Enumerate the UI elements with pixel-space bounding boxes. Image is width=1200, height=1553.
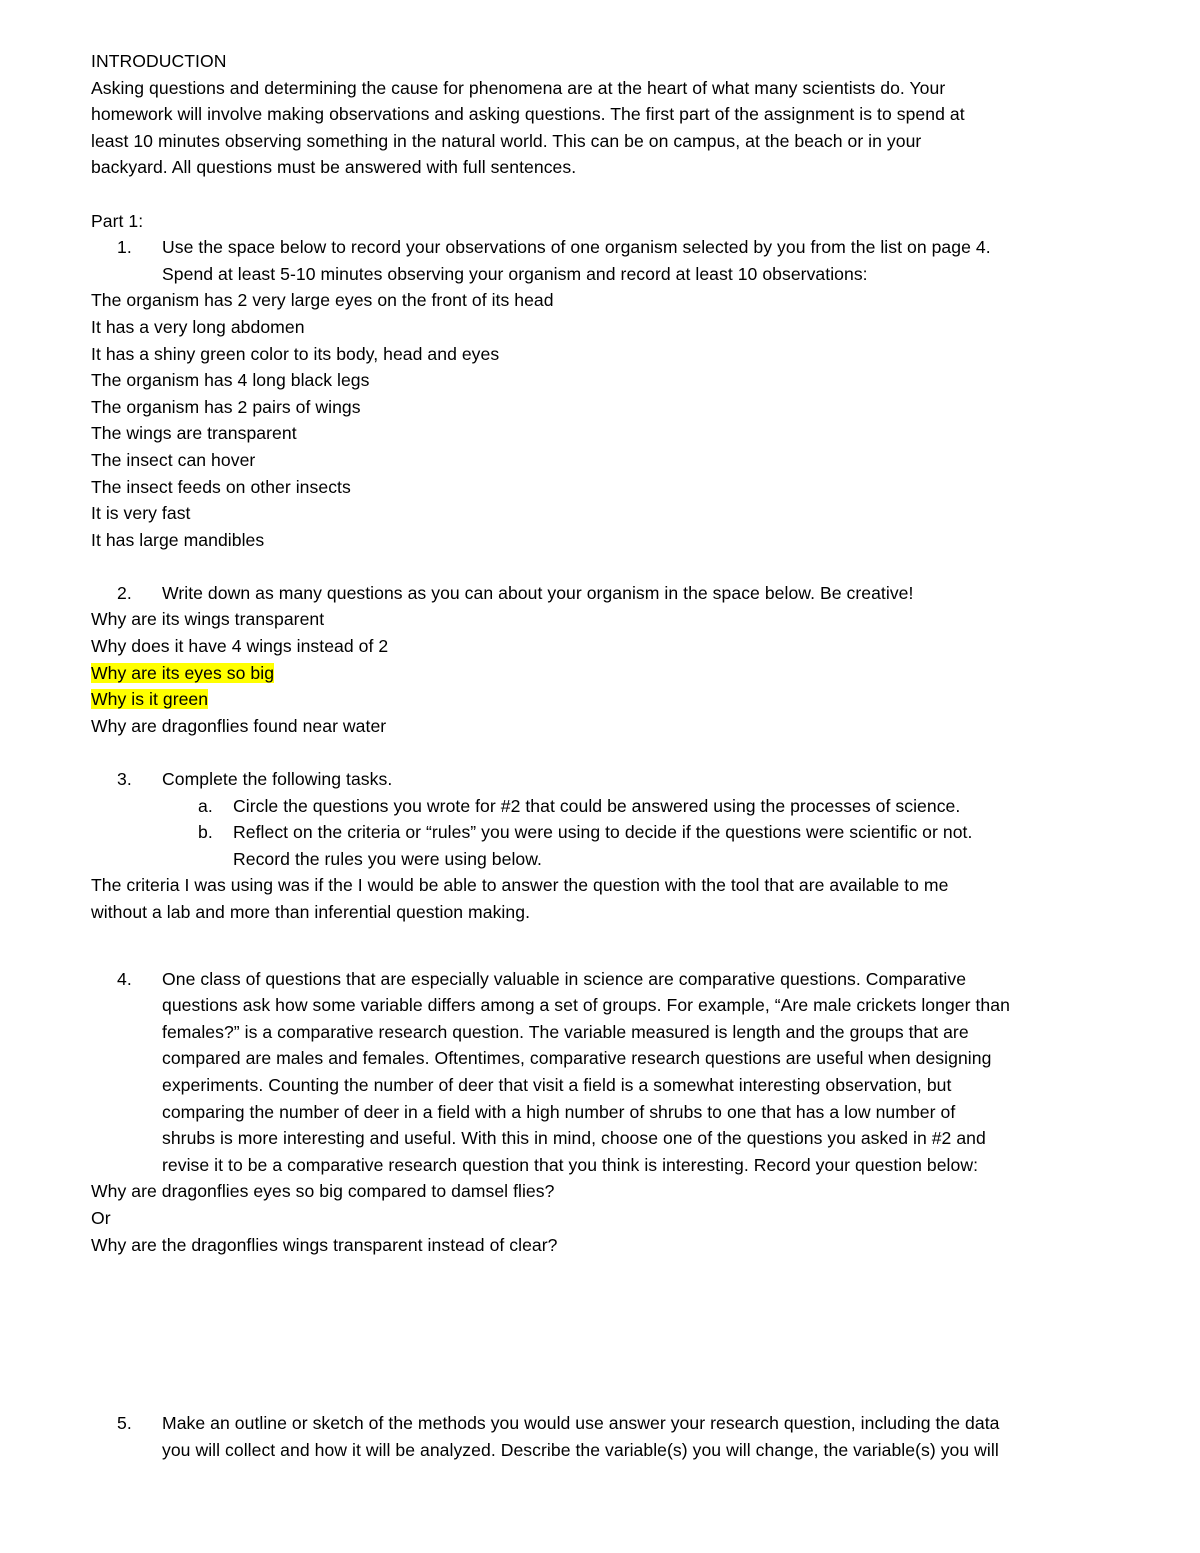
answer-line: Why are dragonflies found near water [91,715,387,736]
question-text: One class of questions that are especially valuable in science are comparative questions. Comparative [162,968,967,989]
answer-line: The wings are transparent [91,423,297,444]
part1-heading: Part 1: [91,210,144,231]
answer-line: Why are its wings transparent [91,609,325,630]
answer-line: The insect feeds on other insects [91,476,351,497]
intro-heading: INTRODUCTION [91,51,227,71]
subtask-marker: b. [198,822,213,843]
question-number: 3. [117,769,132,790]
answer-line: without a lab and more than inferential question making. [91,902,531,922]
answer-line: It has a shiny green color to its body, head and eyes [91,343,500,364]
question-1 [91,234,1121,287]
question-2 [91,580,1121,607]
intro-line: backyard. All questions must be answered with full sentences. [91,157,577,178]
question-5 [91,1410,1121,1463]
document-page [91,48,1121,1463]
subtask-text: Circle the questions you wrote for #2 that could be answered using the processes of science. [233,795,961,816]
question-number: 5. [117,1413,132,1434]
intro-line: homework will involve making observations and asking questions. The first part of the assignment is to spend at [91,104,965,125]
subtask-text: Record the rules you were using below. [233,848,542,869]
answer-line: Why are the dragonflies wings transparent instead of clear? [91,1234,558,1255]
answer-line: Or [91,1207,111,1228]
question-3-answers [91,872,1121,925]
question-text: experiments. Counting the number of deer that visit a field is a somewhat interesting observation, but [162,1074,952,1095]
question-3 [91,766,1121,872]
question-text: Make an outline or sketch of the methods you would use answer your research question, including the data [162,1413,1000,1434]
answer-line: It has a very long abdomen [91,316,305,337]
highlighted-answer: Why is it green [91,689,209,710]
question-text: Spend at least 5-10 minutes observing your organism and record at least 10 observations: [162,263,868,284]
question-text: you will collect and how it will be analyzed. Describe the variable(s) you will change, the variable(s) you will [162,1439,999,1460]
highlighted-answer: Why are its eyes so big [91,662,275,683]
question-number: 4. [117,968,132,989]
answer-line: It is very fast [91,503,191,524]
question-text: Complete the following tasks. [162,769,393,790]
question-text: Write down as many questions as you can about your organism in the space below. Be creative! [162,582,914,603]
answer-line: It has large mandibles [91,529,265,550]
question-text: shrubs is more interesting and useful. With this in mind, choose one of the questions you asked in #2 and [162,1128,986,1149]
answer-line: The organism has 2 pairs of wings [91,396,361,417]
answer-line: Why are dragonflies eyes so big compared to damsel flies? [91,1181,555,1202]
answer-line: The insect can hover [91,449,256,470]
question-text: compared are males and females. Oftentimes, comparative research questions are useful when designing [162,1048,992,1069]
answer-line: The organism has 2 very large eyes on the front of its head [91,290,554,311]
question-text: revise it to be a comparative research question that you think is interesting. Record your question below: [162,1154,979,1175]
question-number: 2. [117,582,132,603]
question-text: Use the space below to record your observations of one organism selected by you from the list on page 4. [162,237,991,258]
question-4-answers [91,1178,1121,1258]
question-1-answers [91,287,1121,553]
answer-line: The organism has 4 long black legs [91,370,370,391]
answer-line: The criteria I was using was if the I would be able to answer the question with the tool that are available to me [91,875,949,896]
question-4 [91,966,1121,1179]
question-number: 1. [117,237,132,258]
intro-line: least 10 minutes observing something in the natural world. This can be on campus, at the beach or in your [91,130,922,151]
question-text: females?” is a comparative research question. The variable measured is length and the groups that are [162,1021,969,1042]
subtask-marker: a. [198,795,213,816]
question-2-answers [91,606,1121,739]
subtask-text: Reflect on the criteria or “rules” you were using to decide if the questions were scientific or not. [233,822,973,843]
question-text: questions ask how some variable differs among a set of groups. For example, “Are male crickets longer than [162,995,1010,1016]
intro-line: Asking questions and determining the cause for phenomena are at the heart of what many scientists do. Your [91,77,946,98]
question-text: comparing the number of deer in a field with a high number of shrubs to one that has a low number of [162,1101,956,1122]
answer-line: Why does it have 4 wings instead of 2 [91,636,389,657]
